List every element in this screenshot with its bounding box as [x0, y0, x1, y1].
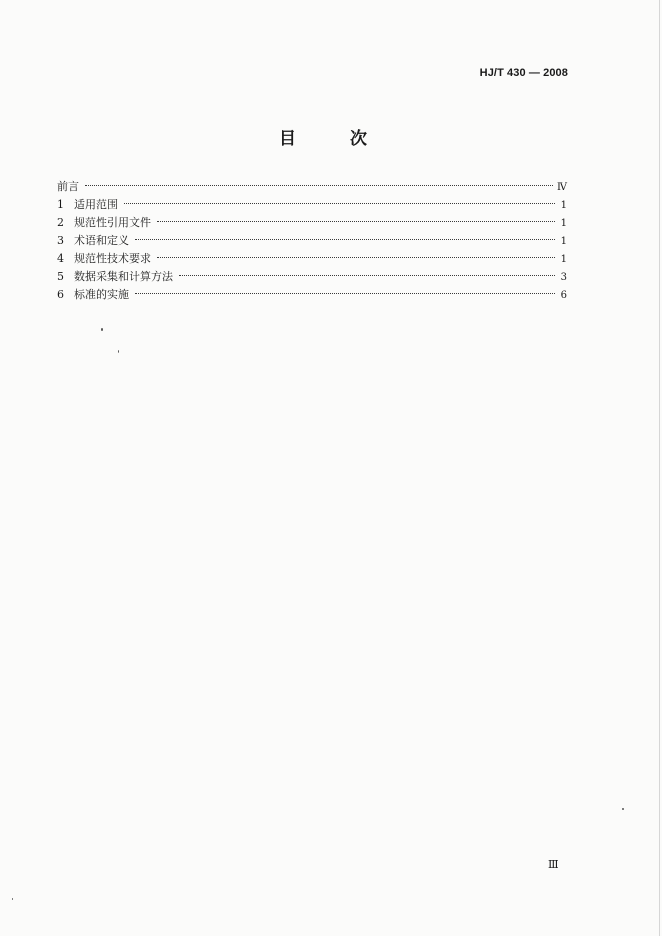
toc-dot-leader	[179, 275, 555, 276]
toc-entry-label: 规范性技术要求	[74, 252, 151, 265]
toc-entry-label: 术语和定义	[74, 234, 129, 247]
toc-entry-terms-definitions[interactable]	[57, 232, 567, 250]
toc-entry-label: 规范性引用文件	[74, 216, 151, 229]
toc-entry-page: 1	[560, 236, 567, 247]
toc-entry-label: 前言	[57, 180, 79, 193]
toc-dot-leader	[157, 257, 555, 258]
toc-dot-leader	[157, 221, 555, 222]
page-number: Ⅲ	[548, 858, 559, 871]
toc-entry-implementation[interactable]	[57, 286, 567, 304]
scan-edge	[659, 0, 660, 936]
toc-entry-page: 6	[560, 290, 567, 301]
toc-entry-scope[interactable]	[57, 196, 567, 214]
toc-entry-page: 1	[560, 254, 567, 265]
toc-entry-technical-requirements[interactable]	[57, 250, 567, 268]
toc-entry-label: 标准的实施	[74, 288, 129, 301]
toc-entry-number: 2	[57, 216, 64, 229]
toc-dot-leader	[124, 203, 555, 204]
toc-entry-page: 3	[560, 272, 567, 283]
toc-title: 目 次	[279, 129, 391, 149]
scan-speck	[12, 898, 13, 900]
scan-speck	[622, 808, 624, 810]
toc-entry-normative-references[interactable]	[57, 214, 567, 232]
toc-entry-page: 1	[560, 218, 567, 229]
toc-dot-leader	[85, 185, 553, 186]
toc-dot-leader	[135, 293, 555, 294]
toc-entry-page: 1	[560, 200, 567, 211]
toc-entry-number: 3	[57, 234, 64, 247]
toc-entry-number: 5	[57, 270, 64, 283]
toc-entry-number: 1	[57, 198, 64, 211]
toc-entry-number: 6	[57, 288, 64, 301]
toc-entry-label: 数据采集和计算方法	[74, 270, 173, 283]
standard-code: HJ/T 430 — 2008	[479, 67, 568, 79]
toc-entry-label: 适用范围	[74, 198, 118, 211]
toc-entry-foreword[interactable]	[57, 178, 567, 196]
toc-entry-page: Ⅳ	[557, 182, 567, 193]
table-of-contents	[57, 178, 567, 304]
toc-entry-number: 4	[57, 252, 64, 265]
toc-entry-data-collection[interactable]	[57, 268, 567, 286]
scan-speck	[101, 328, 103, 331]
scan-speck	[118, 350, 119, 353]
toc-dot-leader	[135, 239, 555, 240]
